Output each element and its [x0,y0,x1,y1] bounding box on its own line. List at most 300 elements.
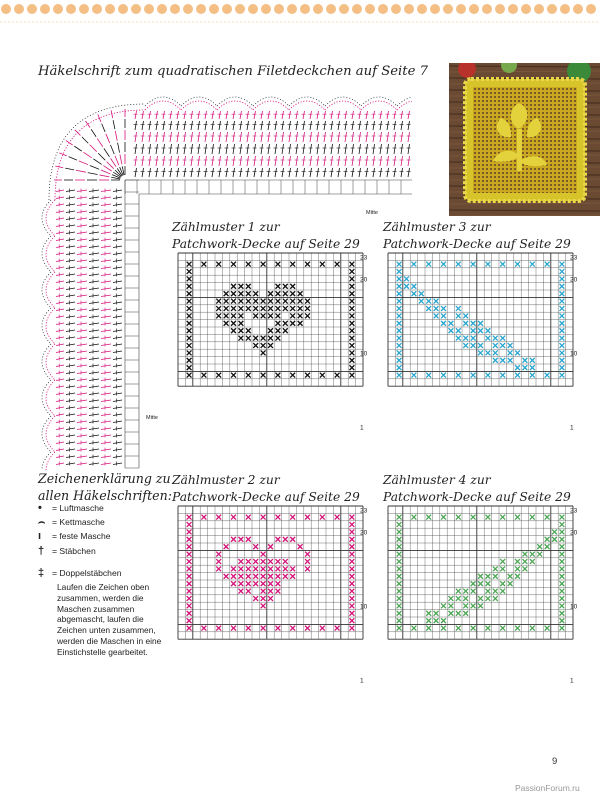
chart-cross [187,373,192,378]
chart-cross [559,373,564,378]
chart-cross [545,373,550,378]
chart-cross [397,321,402,326]
chart-cross [397,537,402,542]
chart-cross [187,262,192,267]
chart-cross [530,365,535,370]
chart-cross [224,574,229,579]
chart-cross [290,299,295,304]
chart-cross [187,306,192,311]
chart-cross [187,321,192,326]
chart-cross [246,336,251,341]
border-dot [222,4,232,14]
chart-cross [478,343,483,348]
chart-cross [530,262,535,267]
chart-cross [275,336,280,341]
legend-item-kettmasche: ⌢ = Kettmasche [38,515,105,528]
chart-cross [559,544,564,549]
chart-cross [246,559,251,564]
chart-row-label: 10 [360,603,368,611]
chart-cross [434,313,439,318]
chart-cross [187,544,192,549]
chart-row-label: 20 [360,529,368,537]
chart-cross [485,596,490,601]
chart-cross [559,358,564,363]
chart-cross [522,358,527,363]
chart-cross [320,262,325,267]
counting-chart-2 [170,503,370,713]
chart-row-label: 1 [570,677,574,685]
chart-cross [349,358,354,363]
chart-cross [261,566,266,571]
border-dot [170,4,180,14]
chart-cross [478,350,483,355]
chart-cross [397,373,402,378]
chart-cross [456,262,461,267]
chart-cross [224,313,229,318]
chart-cross [441,306,446,311]
chart-cross [283,559,288,564]
chart-cross [456,589,461,594]
chart-cross [485,350,490,355]
chart-cross [559,618,564,623]
chart-cross [500,589,505,594]
chart-cross [261,581,266,586]
chart-cross [515,626,520,631]
border-dot [534,4,544,14]
chart-cross [253,306,258,311]
chart-cross [238,306,243,311]
chart-cross [305,515,310,520]
border-dot [27,4,37,14]
chart-cross [305,262,310,267]
chart-cross [268,574,273,579]
chart-cross [320,373,325,378]
border-dot [248,4,258,14]
chart-cross [268,544,273,549]
border-dot [560,4,570,14]
chart-cross [216,299,221,304]
chart-cross [397,566,402,571]
chart-cross [290,313,295,318]
chart-cross [349,336,354,341]
chart-cross [559,581,564,586]
chart-cross [559,276,564,281]
chart-cross [349,313,354,318]
chart-cross [559,262,564,267]
chart-cross [441,321,446,326]
chart-cross [559,328,564,333]
chart-cross [187,574,192,579]
chart-cross [456,373,461,378]
border-dot [352,4,362,14]
chart-cross [268,596,273,601]
chart-cross [397,306,402,311]
chart-cross [485,515,490,520]
border-dot [14,4,24,14]
chart-cross [349,321,354,326]
border-dot [313,4,323,14]
chart-cross [275,291,280,296]
chart-cross [201,262,206,267]
chart-cross [471,373,476,378]
legend-item-staebchen: † = Stäbchen [38,545,96,557]
chart-cross [545,515,550,520]
chart-cross [275,515,280,520]
chart-cross [246,626,251,631]
chart-cross [187,328,192,333]
chart-cross [478,321,483,326]
chart-cross [500,262,505,267]
border-dot [66,4,76,14]
border-dot [586,4,596,14]
chart-cross [349,552,354,557]
chart-cross [246,581,251,586]
chart-cross [261,574,266,579]
chart-cross [305,566,310,571]
chart-cross [397,284,402,289]
chart-cross [485,373,490,378]
chart-cross [559,365,564,370]
chart-cross [397,336,402,341]
chart-cross [537,544,542,549]
chart-cross [463,596,468,601]
chart-cross [515,365,520,370]
chart-cross [478,581,483,586]
chart-cross [411,626,416,631]
border-dot [157,4,167,14]
chart-cross [201,373,206,378]
border-dot [443,4,453,14]
chart-cross [216,313,221,318]
chart-cross [187,291,192,296]
chart-cross [485,262,490,267]
chart-cross [246,328,251,333]
chart-cross [187,581,192,586]
chart-cross [493,350,498,355]
chart-cross [456,611,461,616]
chart-cross [290,262,295,267]
chart-cross [530,515,535,520]
chart-cross [261,596,266,601]
chart-cross [238,566,243,571]
chart-cross [500,358,505,363]
border-dot [430,4,440,14]
chart-cross [231,313,236,318]
border-dot [118,4,128,14]
chart-2-title: Zählmuster 2 zur Patchwork-Decke auf Seite 29 [172,473,360,504]
chart-4-title: Zählmuster 4 zur Patchwork-Decke auf Seite 29 [383,473,571,504]
chart-cross [559,336,564,341]
chart-cross [283,299,288,304]
chart-cross [187,284,192,289]
chart-cross [283,566,288,571]
border-dot [482,4,492,14]
chart-cross [500,566,505,571]
chart-cross [522,566,527,571]
chart-cross [349,515,354,520]
chart-cross [441,313,446,318]
border-dot [339,4,349,14]
chart-cross [493,343,498,348]
chart-cross [411,284,416,289]
slip-stitch-icon: ⌢ [38,515,46,528]
chart-cross [290,373,295,378]
chart-cross [522,552,527,557]
chart-cross [261,603,266,608]
chart-cross [216,262,221,267]
chart-cross [261,343,266,348]
chart-cross [397,596,402,601]
chart-cross [268,306,273,311]
chart-cross [298,291,303,296]
border-dot [404,4,414,14]
chart-cross [231,566,236,571]
chart-cross [246,299,251,304]
chart-cross [448,596,453,601]
border-dot [105,4,115,14]
chart-cross [238,559,243,564]
chart-cross [275,574,280,579]
border-dot [417,4,427,14]
chart-cross [559,603,564,608]
watermark: PassionForum.ru [515,783,580,793]
chart-cross [537,552,542,557]
border-dot [183,4,193,14]
chart-cross [231,581,236,586]
chart-cross [246,373,251,378]
chart-cross [253,343,258,348]
chart-cross [349,566,354,571]
chart-cross [238,284,243,289]
chart-cross [404,284,409,289]
chart-1-title: Zählmuster 1 zur Patchwork-Decke auf Seite 29 [172,220,360,251]
chart-cross [261,350,266,355]
chart-cross [485,589,490,594]
chart-cross [426,611,431,616]
border-dot [469,4,479,14]
chart-cross [275,313,280,318]
chart-cross [187,529,192,534]
chart-cross [397,328,402,333]
counting-chart-4 [380,503,580,713]
chart-cross [552,529,557,534]
chart-row-label: 1 [570,424,574,432]
chart-cross [253,544,258,549]
chart-cross [456,596,461,601]
chart-cross [187,566,192,571]
chart-cross [275,262,280,267]
chart-grid [388,506,573,639]
chart-cross [397,626,402,631]
chart-cross [298,544,303,549]
chart-cross [545,544,550,549]
chart-cross [559,291,564,296]
legend-note: Laufen die Zeichen oben zusammen, werden die Maschen zusammen abgemascht, laufen die Zeichen unten zusammen, werden die Maschen in eine Einstichstelle gearbeitet. [57,582,162,657]
chart-cross [463,611,468,616]
chart-grid [388,253,573,386]
chart-cross [253,291,258,296]
treble-crochet-icon: ‡ [38,567,45,579]
chart-cross [434,611,439,616]
chart-cross [397,581,402,586]
chart-cross [231,284,236,289]
chart-cross [261,313,266,318]
chart-cross [290,537,295,542]
chart-cross [268,291,273,296]
border-dot [196,4,206,14]
chart-cross [216,566,221,571]
chart-cross [559,313,564,318]
chart-cross [268,581,273,586]
chart-cross [493,596,498,601]
chart-cross [261,552,266,557]
double-crochet-icon: † [38,545,45,557]
chart-cross [238,574,243,579]
doily-photo [449,63,600,216]
chart-cross [275,328,280,333]
chart-row-label: 10 [570,603,578,611]
chart-cross [231,262,236,267]
chart-cross [349,284,354,289]
chart-cross [349,529,354,534]
chart-cross [231,537,236,542]
chart-cross [253,596,258,601]
chart-cross [298,321,303,326]
chart-cross [463,321,468,326]
chart-cross [305,313,310,318]
chart-row-label: 1 [360,424,364,432]
chart-cross [448,603,453,608]
chart-cross [559,537,564,542]
chart-cross [305,373,310,378]
chart-cross [231,626,236,631]
chart-cross [397,529,402,534]
border-dot [40,4,50,14]
chart-cross [290,306,295,311]
counting-chart-1 [170,250,370,460]
chart-cross [559,559,564,564]
chart-cross [500,626,505,631]
chart-cross [246,284,251,289]
chart-cross [456,313,461,318]
border-dot [79,4,89,14]
chart-cross [268,336,273,341]
chart-cross [515,373,520,378]
border-dot [573,4,583,14]
chart-cross [275,284,280,289]
chart-cross [426,373,431,378]
chart-cross [515,574,520,579]
border-dot [144,4,154,14]
chart-row-label: 20 [570,276,578,284]
border-dot [287,4,297,14]
chart-cross [253,313,258,318]
chart-cross [500,515,505,520]
chart-cross [283,574,288,579]
chart-cross [515,566,520,571]
chart-cross [397,574,402,579]
chart-cross [441,618,446,623]
chart-cross [397,522,402,527]
chart-cross [559,552,564,557]
chart-row-label: 23 [360,507,368,515]
chart-cross [268,589,273,594]
chart-cross [238,321,243,326]
chart-cross [485,328,490,333]
chart-cross [478,328,483,333]
chart-cross [187,313,192,318]
chart-cross [298,299,303,304]
chart-cross [268,313,273,318]
chart-cross [493,589,498,594]
chart-row-label: 20 [570,529,578,537]
chart-cross [261,306,266,311]
chart-cross [201,626,206,631]
chart-cross [508,581,513,586]
chart-cross [305,552,310,557]
chart-cross [216,552,221,557]
chart-cross [463,343,468,348]
chart-cross [530,552,535,557]
chart-cross [187,522,192,527]
chart-cross [441,262,446,267]
border-dot [547,4,557,14]
chart-cross [411,291,416,296]
chart-cross [216,306,221,311]
chart-cross [320,626,325,631]
chart-cross [238,581,243,586]
chart-cross [290,574,295,579]
chart-cross [522,559,527,564]
chart-cross [238,313,243,318]
chart-cross [290,321,295,326]
chart-cross [397,276,402,281]
chart-cross [246,537,251,542]
chart-cross [335,373,340,378]
chart-cross [448,328,453,333]
chart-cross [187,515,192,520]
chart-cross [349,522,354,527]
chart-cross [224,544,229,549]
chart-cross [545,262,550,267]
single-crochet-icon: ı [38,530,42,542]
chart-cross [268,299,273,304]
border-dot [92,4,102,14]
border-dot [365,4,375,14]
chart-cross [493,574,498,579]
chart-cross [298,313,303,318]
chart-cross [397,559,402,564]
chart-cross [456,515,461,520]
chart-row-label: 23 [570,254,578,262]
chart-cross [559,522,564,527]
chart-cross [290,284,295,289]
chart-cross [290,515,295,520]
chart-cross [224,321,229,326]
chart-cross [275,626,280,631]
chart-cross [268,343,273,348]
border-dot [274,4,284,14]
chart-cross [349,373,354,378]
chart-cross [471,262,476,267]
chart-cross [456,336,461,341]
chart-cross [471,328,476,333]
chart-cross [515,559,520,564]
chart-cross [275,581,280,586]
chart-cross [283,284,288,289]
chart-cross [559,626,564,631]
chart-cross [261,336,266,341]
